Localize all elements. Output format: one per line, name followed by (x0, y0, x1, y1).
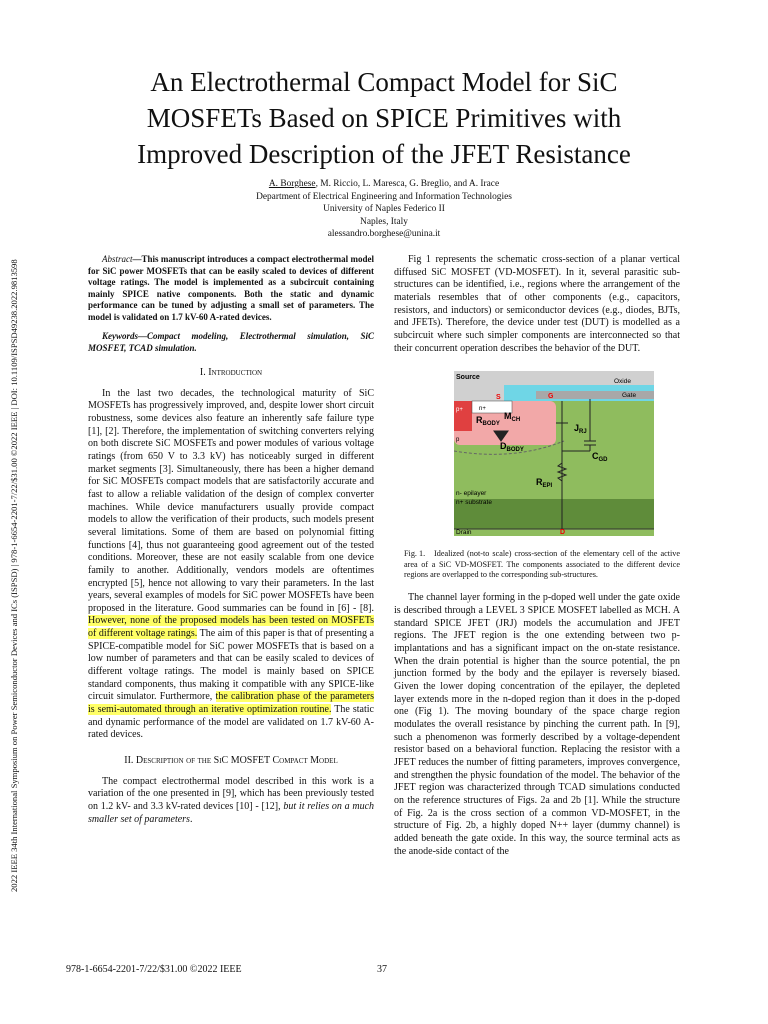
keywords: Keywords—Compact modeling, Electrothermal simulation, SiC MOSFET, TCAD simulation. (88, 331, 374, 353)
label-p: p (456, 437, 460, 444)
abstract: Abstract—This manuscript introduces a compact electrothermal model for SiC power MOSFETs that can be easily scaled to devices of different voltage ratings. The model is implemented as a subcircuit containing mainly SPICE native components. Both the static and dynamic performance can be tuned by adjusting a small set of parameters. The model is validated on 1.7 kV-60 A-rated devices. (88, 254, 374, 322)
paper-title (90, 64, 678, 172)
label-dbody: $D_{BODY}$ (500, 441, 524, 454)
title-line: Improved Description of the JFET Resistance (137, 139, 631, 169)
label-mch: $M_{CH}$ (504, 411, 521, 424)
terminal-s: S (496, 394, 501, 402)
label-oxide: Oxide (614, 378, 631, 386)
intro-paragraph: In the last two decades, the technological maturity of SiC MOSFETs has progressively improved, and, despite lower short circuit robustness, some devices also feature an inherently safe failure type [1], [2]. Therefore, the implementation of switching converters relying on both discrete SiC MOSFETs and power modules of various voltage ratings (from 650 V to 3.3 kV) has noticeably surged in different market segments [3]. Simultaneously, there has been a higher demand for SiC MOSFETs compact models that are satisfactorily accurate and fast to allow a reliable validation of the design of complex converter machines. While device manufacturers usually provide compact models to allow the verification of their products, such models present several limitations. Some of them are based on polynomial fitting functions [4], thus not guaranteeing good agreement out of the tested conditions. Moreover, these are not easily scalable from one device family to another. Additionally, vendors models are oftentimes encrypted [5], hence not allowing to vary their parameters. In the last years, several examples of models for SiC power MOSFETs have been proposed in the literature. Good summaries can be found in [6] - [8]. However, none of the proposed models has been tested on MOSFETs of different voltage ratings. The aim of this paper is that of presenting a SPICE-compatible model for SiC power MOSFETs that is based on a low number of parameters and that can be easily scaled to devices of different voltage ratings. The model is mainly based on SPICE standard components, thus making it compatible with any SPICE-like circuit simulator. Furthermore, the calibration phase of the parameters is semi-automated through an iterative optimization routine. The static and dynamic performance of the model are validated on 1.7 kV-60 A-rated devices. (88, 387, 375, 741)
p-plus-region (454, 401, 472, 431)
highlight: the calibration phase of the parameters is semi-automated through an iterative optimization routine. (88, 691, 375, 716)
affiliation-dept: Department of Electrical Engineering and Information Technologies (256, 191, 512, 202)
author-email[interactable]: alessandro.borghese@unina.it (327, 229, 441, 240)
side-banner (10, 132, 28, 892)
author-block (200, 178, 568, 241)
description-paragraph: The compact electrothermal model described in this work is a variation of the one presented in [9], which has been previously tested on 1.2 kV- and 3.3 kV-rated devices [10] - [12], but it relies on a much smaller set of parameters. (88, 775, 375, 825)
doi-banner: 2022 IEEE 34th International Symposium on Power Semiconductor Devices and ICs (ISPSD) | 978-1-6654-2201-7/22/$31.00 ©2022 IEEE | DOI: 10.1109/ISPSD49238.2022.9813598 (9, 259, 19, 892)
channel-paragraph: The channel layer forming in the p-doped well under the gate oxide is described through a LEVEL 3 SPICE MOSFET labelled as MCH. A standard SPICE JFET (JRJ) models the accumulation and JFET regions. The JFET region is the one extending between two p-implantations and has a significant impact on the on-state resistance. When the drain potential is higher than the source potential, the pn junction formed by the body and the epilayer is reversely biased. Given the lower doping concentration of the epilayer, the depleted layer extends more in the n-doped region than it does in the p-doped one (Fig 1). The moving boundary of the space charge region modulates the overall resistance by pinching the current path. In [9], such a phenomenon was formerly described by a voltage-dependent resistor based on a behavioral function. Replacing the resistor with a JFET reduces the number of fitting parameters, improves convergence, and strengthen the physic foundation of the model. The behavior of the JFET region was characterized through TCAD simulations conducted on the reference structures of Figs. 2a and 2b [1]. While the structure of Fig. 2a is the cross section of a common VD-MOSFET, in the structure of Fig. 2b, a highly doped N++ layer (dummy channel) is added beneath the gate oxide. In this way, the source terminal acts as the anode-side contact of the (394, 592, 680, 857)
title-line: MOSFETs Based on SPICE Primitives with (146, 103, 622, 133)
highlight: However, none of the proposed models has been tested on MOSFETs of different voltage ratings. (88, 615, 374, 640)
mosfet-cross-section (454, 371, 654, 536)
label-gate: Gate (622, 392, 637, 400)
gate-electrode (536, 391, 654, 399)
label-source: Source (456, 374, 480, 382)
label-epilayer: n- epilayer (456, 490, 487, 498)
page-number: 37 (377, 964, 387, 975)
label-drain: Drain (456, 529, 472, 537)
label-jrj: $J_{RJ}$ (574, 423, 587, 436)
label-nplus: n+ (479, 406, 486, 413)
label-pplus: p+ (456, 407, 463, 414)
terminal-g: G (548, 393, 554, 401)
figure-1 (454, 371, 654, 536)
label-repi: $R_{EPI}$ (536, 477, 553, 490)
section-heading-description: II. Description of the SiC MOSFET Compact Model (124, 755, 338, 767)
fig-intro-paragraph: Fig 1 represents the schematic cross-section of a planar vertical diffused SiC MOSFET (VD-MOSFET). In it, several parasitic sub-structures can be identified, i.e., regions where the arrangement of the materials resembles that of other components (e.g., capacitors, resistors, and inductors) or semiconductor devices (e.g., diodes, BJTs, and JFETs). Therefore, the device under test (DUT) is modelled as a subcircuit where such simpler components are interconnected so that their concurrent operation describes the behavior of the DUT. (394, 254, 680, 354)
corresponding-author[interactable]: A. Borghese (268, 179, 316, 189)
terminal-d: D (560, 529, 566, 537)
left-column (88, 254, 374, 826)
author-list: A. Borghese, M. Riccio, L. Maresca, G. Breglio, and A. Irace (268, 179, 500, 189)
section-heading-introduction: I. Introduction (199, 367, 263, 378)
right-column (394, 254, 680, 858)
affiliation-city: Naples, Italy (360, 216, 408, 227)
figure-caption: Fig. 1. Idealized (not-to scale) cross-section of the elementary cell of the active area of a SiC VD-MOSFET. The components associated to the different device regions are overlapped to the corresponding sub-structures. (404, 549, 680, 580)
label-cgd: $C_{GD}$ (592, 451, 608, 464)
footer-copyright: 978-1-6654-2201-7/22/$31.00 ©2022 IEEE (66, 964, 242, 975)
label-substrate: n+ substrate (456, 499, 492, 507)
label-rbody: $R_{BODY}$ (476, 415, 500, 428)
affiliation-univ: University of Naples Federico II (323, 204, 445, 215)
title-line: An Electrothermal Compact Model for SiC (150, 67, 618, 97)
